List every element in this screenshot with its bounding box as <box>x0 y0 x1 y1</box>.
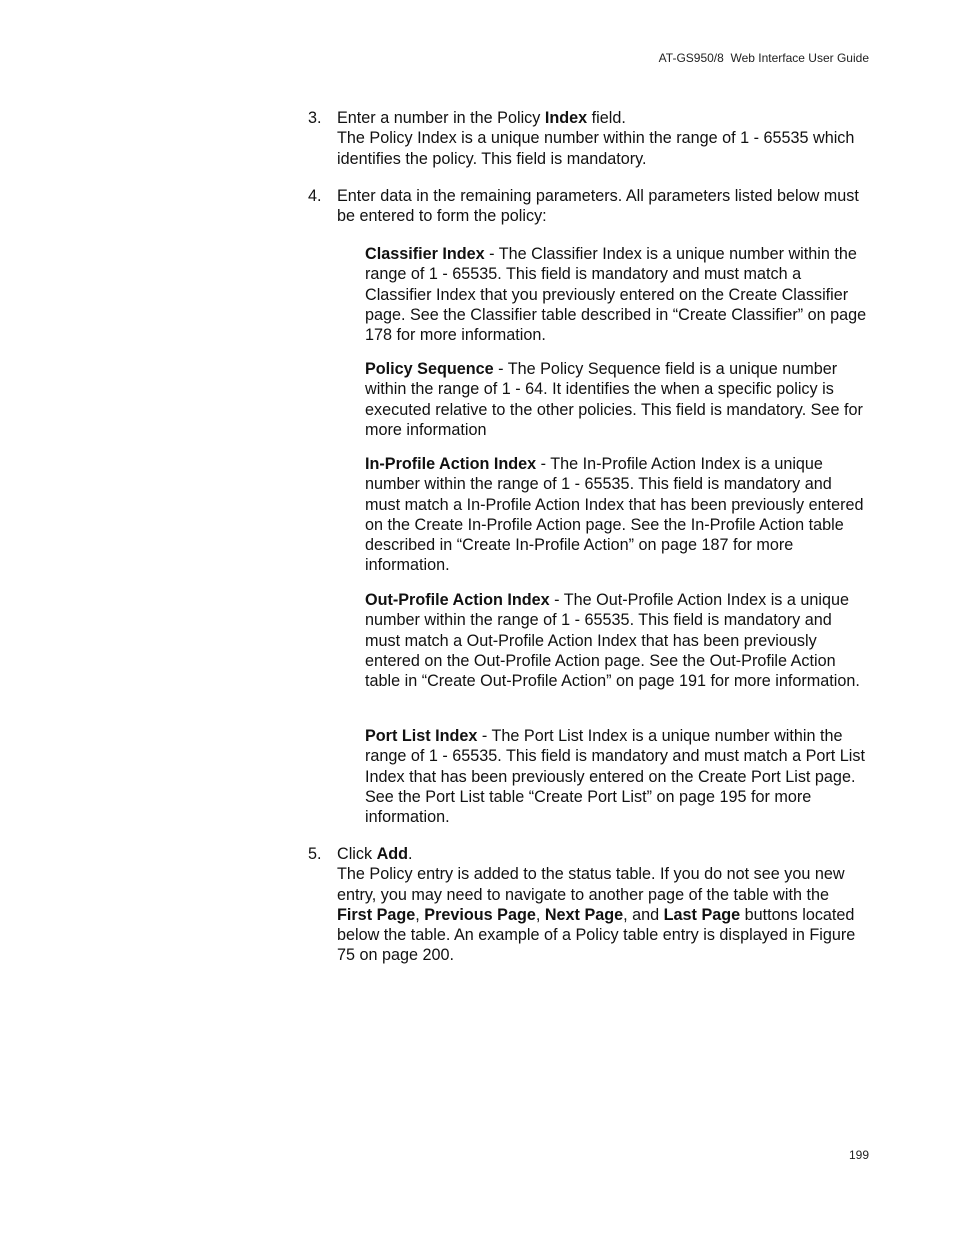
separator: , and <box>623 905 664 924</box>
param-out-profile-action-index <box>365 590 868 691</box>
separator: , <box>415 905 425 924</box>
step-3 <box>308 108 868 169</box>
param-description: - The Policy Sequence field is a unique number within the range of 1 - 64. It identifies the when a specific policy is executed relative to the other policies. This field is mandatory. See for more information <box>365 360 863 439</box>
param-classifier-index <box>365 244 868 345</box>
button-name: Add <box>376 845 409 863</box>
button-name-previous-page: Previous Page <box>424 905 536 924</box>
field-name: Index <box>544 109 588 127</box>
instruction-text: field. <box>587 109 626 127</box>
param-name: Port List Index <box>365 727 478 745</box>
page-number: 199 <box>848 1148 869 1162</box>
param-description: - The In-Profile Action Index is a unique number within the range of 1 - 65535. This field is mandatory and must match a In-Profile Action Index that has been previously entered on the Create In-Profile Action page. See the In-Profile Action table described in “Create In-Profile Action” on page 187 for more information. <box>365 455 864 575</box>
step-description: Enter data in the remaining parameters. All parameters listed below must be entered to form the policy: <box>337 187 859 226</box>
step-5 <box>308 844 868 966</box>
instruction-text: Click <box>337 845 377 863</box>
step-4 <box>308 186 868 227</box>
button-name-next-page: Next Page <box>544 905 624 924</box>
description-text: The Policy entry is added to the status table. If you do not see you new entry, you may need to navigate to another page of the table with the <box>337 865 845 904</box>
param-name: Policy Sequence <box>365 360 494 378</box>
separator: , <box>535 905 545 924</box>
description-text: buttons located below the table. An example of a Policy table entry is displayed in Figure 75 on page 200. <box>337 905 856 965</box>
param-port-list-index <box>365 726 868 827</box>
step-number: 5. <box>308 845 322 863</box>
step-body <box>337 108 868 169</box>
step-instruction <box>337 844 868 864</box>
step-number: 3. <box>308 109 322 127</box>
running-header: AT-GS950/8 Web Interface User Guide <box>658 51 869 65</box>
param-name: Classifier Index <box>365 245 485 263</box>
instruction-text: . <box>408 845 413 863</box>
param-name: Out-Profile Action Index <box>365 591 550 609</box>
instruction-text: Enter a number in the Policy <box>337 109 545 127</box>
button-name-first-page: First Page <box>337 905 416 924</box>
param-description: - The Port List Index is a unique number within the range of 1 - 65535. This field is mandatory and must match a Port List Index that has been previously entered on the Create Port List page. See the Port List table “Create Port List” on page 195 for more information. <box>365 727 865 827</box>
param-policy-sequence <box>365 359 868 440</box>
param-in-profile-action-index <box>365 454 868 576</box>
step-description <box>337 864 868 965</box>
button-name-last-page: Last Page <box>663 905 741 924</box>
param-description: - The Classifier Index is a unique number within the range of 1 - 65535. This field is mandatory and must match a Classifier Index that you previously entered on the Create Classifier page. See the Classifier table described in “Create Classifier” on page 178 for more information. <box>365 245 867 345</box>
step-number: 4. <box>308 187 322 205</box>
step-instruction <box>337 108 868 128</box>
step-body <box>337 844 868 966</box>
param-description: - The Out-Profile Action Index is a unique number within the range of 1 - 65535. This field is mandatory and must match a Out-Profile Action Index that has been previously entered on the Out-Profile Action page. See the Out-Profile Action table in “Create Out-Profile Action” on page 191 for more information. <box>365 591 860 691</box>
step-description: The Policy Index is a unique number within the range of 1 - 65535 which identifies the policy. This field is mandatory. <box>337 129 855 168</box>
param-name: In-Profile Action Index <box>365 455 537 473</box>
